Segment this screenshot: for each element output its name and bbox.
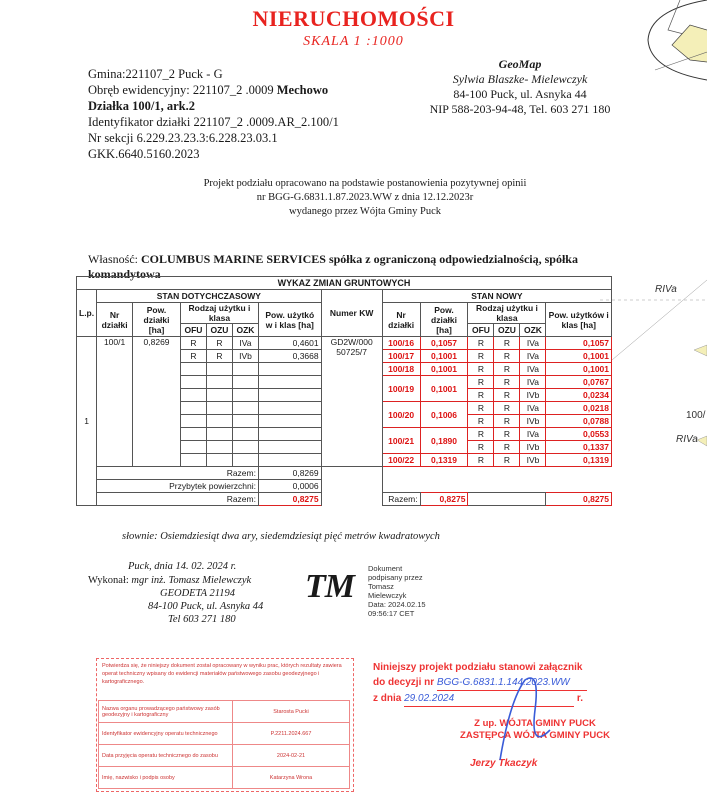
- old-ozk: [232, 441, 258, 454]
- gain-value: 0,0006: [258, 480, 321, 493]
- lp-cell: 1: [77, 337, 97, 506]
- old-use-area: [258, 415, 321, 428]
- stamp-row-label: Data przyjęcia operatu technicznego do zasobu: [99, 745, 233, 767]
- stamp-row: [99, 701, 350, 723]
- area-in-words: słownie: Osiemdziesiąt dwa ary, siedemdziesiąt pięć metrów kwadratowych: [122, 531, 440, 542]
- new-ozu: R: [494, 350, 520, 363]
- old-total: 0,8269: [258, 467, 321, 480]
- new-use-area: 0,1057: [546, 337, 612, 350]
- old-ofu: [180, 402, 206, 415]
- table-body: [77, 337, 612, 506]
- new-use-area: 0,1001: [546, 363, 612, 376]
- new-ozk: IVa: [520, 337, 546, 350]
- old-ofu: [180, 441, 206, 454]
- owner-name: COLUMBUS MARINE SERVICES spółka z ograniczoną odpowiedzialnością, spółka komandytowa: [88, 252, 578, 281]
- old-ofu: [180, 415, 206, 428]
- old-ozu: R: [206, 350, 232, 363]
- old-ozu: [206, 441, 232, 454]
- old-ozu: [206, 402, 232, 415]
- registry-stamp-text: Potwierdza się, że niniejszy dokument został opracowany w wyniku prac, których rezultaty zawiera operat techniczny wpisany do ewidencji materiałów państwowego zasobu geodezyjnego i kartograficznego.: [102, 663, 342, 685]
- table-caption: WYKAZ ZMIAN GRUNTOWYCH: [77, 277, 612, 290]
- gmina-line: Gmina:221107_2 Puck - G: [88, 67, 223, 81]
- stamp-row-label: Nazwa organu prowadzącego państwowy zasób geodezyjny i kartograficzny: [99, 701, 233, 723]
- new-ozu: R: [494, 376, 520, 389]
- new-use-area: 0,0234: [546, 389, 612, 402]
- new-use-area: 0,0788: [546, 415, 612, 428]
- total-label: Razem:: [97, 467, 259, 480]
- old-use-area: [258, 441, 321, 454]
- parcel-metadata: [88, 66, 339, 162]
- new-ofu: R: [468, 441, 494, 454]
- gkk-line: GKK.6640.5160.2023: [88, 147, 200, 161]
- new-parcel-number: 100/22: [382, 454, 420, 467]
- old-ozk: [232, 363, 258, 376]
- gain-label: Przybytek powierzchni:: [97, 480, 259, 493]
- table-row: [77, 337, 612, 350]
- new-ofu: R: [468, 389, 494, 402]
- old-use-area: [258, 402, 321, 415]
- new-parcel-number: 100/19: [382, 376, 420, 402]
- old-ozu: [206, 415, 232, 428]
- new-parcel-area: 0,1319: [420, 454, 468, 467]
- old-ofu: [180, 389, 206, 402]
- basis-text: Projekt podziału opracowano na podstawie postanowienia pozytywnej opinii nr BGG-G.6831.1.87.2023.WW z dnia 12.12.2023r wydanego przez Wójta Gminy Puck: [203, 178, 527, 217]
- new-parcel-area: 0,1890: [420, 428, 468, 454]
- new-ofu: R: [468, 454, 494, 467]
- old-ozu: [206, 363, 232, 376]
- new-ozk: IVa: [520, 428, 546, 441]
- kw-number: GD2W/000 50725/7: [321, 337, 382, 467]
- old-ozu: [206, 376, 232, 389]
- map-scale: SKALA 1 :1000: [303, 34, 404, 49]
- registry-stamp-table: [98, 700, 350, 789]
- new-ozu: R: [494, 402, 520, 415]
- map-label-riva: RIVa: [655, 284, 677, 295]
- old-ozk: [232, 402, 258, 415]
- new-use-area: 0,0553: [546, 428, 612, 441]
- old-ozk: IVb: [232, 350, 258, 363]
- table-total-row: [77, 467, 612, 480]
- identyfikator-line: Identyfikator działki 221107_2 .0009.AR_2.100/1: [88, 115, 339, 129]
- new-ozk: IVa: [520, 376, 546, 389]
- old-ofu: [180, 376, 206, 389]
- stamp-row-value: P.2211.2024.667: [233, 723, 350, 745]
- company-contact: NIP 588-203-94-48, Tel. 603 271 180: [429, 102, 611, 116]
- new-parcel-number: 100/21: [382, 428, 420, 454]
- new-ozu: R: [494, 415, 520, 428]
- old-ozk: [232, 454, 258, 467]
- new-ozu: R: [494, 337, 520, 350]
- old-use-area: [258, 389, 321, 402]
- new-parcel-number: 100/20: [382, 402, 420, 428]
- page-title: NIERUCHOMOŚCI: [252, 6, 455, 31]
- obreb-line: Obręb ewidencyjny: 221107_2 .0009 Mechowo: [88, 83, 329, 97]
- stamp-row-label: Identyfikator ewidencyjny operatu technicznego: [99, 723, 233, 745]
- company-name: GeoMap: [498, 57, 542, 71]
- new-parcel-number: 100/18: [382, 363, 420, 376]
- map-label-plot: 100/: [686, 410, 706, 421]
- old-ofu: [180, 454, 206, 467]
- new-use-area: 0,1319: [546, 454, 612, 467]
- company-person: Sylwia Blaszke- Mielewczyk: [452, 72, 588, 86]
- signature-mark: TM: [305, 568, 354, 605]
- handwritten-signature: [490, 670, 560, 770]
- approval-authority: Z up. WÓJTA GMINY PUCK ZASTĘPCA WÓJTA GMINY PUCK: [460, 718, 610, 741]
- new-use-area: 0,1337: [546, 441, 612, 454]
- new-ofu: R: [468, 376, 494, 389]
- new-ozk: IVa: [520, 350, 546, 363]
- old-ozu: [206, 389, 232, 402]
- stamp-row-value: 2024-02-21: [233, 745, 350, 767]
- new-ozk: IVb: [520, 454, 546, 467]
- old-ozu: [206, 454, 232, 467]
- old-ozu: R: [206, 337, 232, 350]
- old-total-final: 0,8275: [258, 493, 321, 506]
- new-ofu: R: [468, 402, 494, 415]
- new-ozu: R: [494, 389, 520, 402]
- new-ozk: IVb: [520, 415, 546, 428]
- new-ofu: R: [468, 428, 494, 441]
- old-ozk: [232, 428, 258, 441]
- old-ozu: [206, 428, 232, 441]
- new-ozk: IVa: [520, 402, 546, 415]
- stamp-row-value: Starosta Pucki: [233, 701, 350, 723]
- old-use-area: [258, 363, 321, 376]
- sekcja-line: Nr sekcji 6.229.23.23.3:6.228.23.03.1: [88, 131, 278, 145]
- old-use-area: [258, 428, 321, 441]
- new-ozk: IVb: [520, 441, 546, 454]
- new-use-area: 0,0218: [546, 402, 612, 415]
- new-use-area: 0,1001: [546, 350, 612, 363]
- new-parcel-number: 100/16: [382, 337, 420, 350]
- new-ozu: R: [494, 363, 520, 376]
- new-ozk: IVb: [520, 389, 546, 402]
- digital-signature-info: Dokument podpisany przez Tomasz Mielewczyk Data: 2024.02.15 09:56:17 CET: [368, 564, 426, 618]
- old-ofu: R: [180, 337, 206, 350]
- company-block: [420, 57, 620, 117]
- old-parcel-area: 0,8269: [133, 337, 181, 467]
- new-ozk: IVa: [520, 363, 546, 376]
- old-ozk: [232, 376, 258, 389]
- stamp-row-label: Imię, nazwisko i podpis osoby: [99, 767, 233, 789]
- old-use-area: [258, 454, 321, 467]
- dzialka-line: Działka 100/1, ark.2: [88, 99, 195, 113]
- old-ozk: [232, 389, 258, 402]
- executor-block: Wykonał: mgr inż. Tomasz Mielewczyk GEODETA 21194 84-100 Puck, ul. Asnyka 44 Tel 603 271 180: [88, 575, 264, 625]
- new-ofu: R: [468, 415, 494, 428]
- old-use-area: [258, 376, 321, 389]
- new-total: 0,8275: [420, 493, 468, 506]
- new-ozu: R: [494, 428, 520, 441]
- new-ofu: R: [468, 350, 494, 363]
- old-parcel-number: 100/1: [97, 337, 133, 467]
- new-parcel-area: 0,1057: [420, 337, 468, 350]
- approval-stamp: Niniejszy projekt podziału stanowi załącznik do decyzji nr BGG-G.6831.1.144.2023.WW z dnia 29.02.2024 r.: [373, 660, 587, 707]
- old-ofu: [180, 428, 206, 441]
- old-use-area: 0,4601: [258, 337, 321, 350]
- stamp-row-value: Katarzyna Wrona: [233, 767, 350, 789]
- old-use-area: 0,3668: [258, 350, 321, 363]
- new-use-total: 0,8275: [546, 493, 612, 506]
- new-total-label: Razem:: [382, 493, 420, 506]
- new-ozu: R: [494, 454, 520, 467]
- old-ozk: [232, 415, 258, 428]
- place-date: Puck, dnia 14. 02. 2024 r.: [128, 561, 237, 572]
- new-parcel-number: 100/17: [382, 350, 420, 363]
- old-ozk: IVa: [232, 337, 258, 350]
- map-label-riva: RIVa: [676, 434, 698, 445]
- new-parcel-area: 0,1001: [420, 350, 468, 363]
- old-ofu: [180, 363, 206, 376]
- table-final-row: Razem: 0,8275 Razem: 0,8275 0,8275: [77, 493, 612, 506]
- signer-name: Jerzy Tkaczyk: [470, 758, 538, 769]
- new-parcel-area: 0,1001: [420, 363, 468, 376]
- stamp-row: [99, 745, 350, 767]
- company-address: 84-100 Puck, ul. Asnyka 44: [453, 87, 587, 101]
- new-use-area: 0,0767: [546, 376, 612, 389]
- stamp-row: [99, 767, 350, 789]
- land-changes-table: WYKAZ ZMIAN GRUNTOWYCH L.p. STAN DOTYCHCZASOWY Numer KW STAN NOWY Nr działki Pow. działki [ha] Rodzaj użytku i klasa Pow. użytkó w i klas [ha] Nr działki Pow. działki [ha] Rodzaj użytku i klasa Pow. użytków i klas [ha] OFU OZU OZK OFU OZU OZK 1 100/1 0,8269 R R IVa 0,4601 GD2W/000 50725/7 100/16 0,1057 R R IVa 0,1057 R R IVb 0,3668 100/17 0,1001 R R IVa 0,1001 100/18 0,1001 R R IVa 0,1001 100/19 0,1001 R R IVa 0,0767 R R IVb 0,0234 100/20 0,1006 R R IVa 0,0218 R R IVb 0,0788 100/21 0,1890 R R IVa 0,0553 R R IVb 0,1337 100/22 0,1319 R R IVb 0,1319 Razem: 0,8269 Przybytek powierzchni: 0,0006 Razem: 0,8275 Razem: 0,8275 0,8275: [76, 276, 612, 506]
- new-ofu: R: [468, 337, 494, 350]
- new-parcel-area: 0,1006: [420, 402, 468, 428]
- new-parcel-area: 0,1001: [420, 376, 468, 402]
- owner-line: Własność: COLUMBUS MARINE SERVICES spółka z ograniczoną odpowiedzialnością, spółka komandytowa: [88, 252, 578, 281]
- new-ozu: R: [494, 441, 520, 454]
- new-ofu: R: [468, 363, 494, 376]
- old-ofu: R: [180, 350, 206, 363]
- stamp-row: [99, 723, 350, 745]
